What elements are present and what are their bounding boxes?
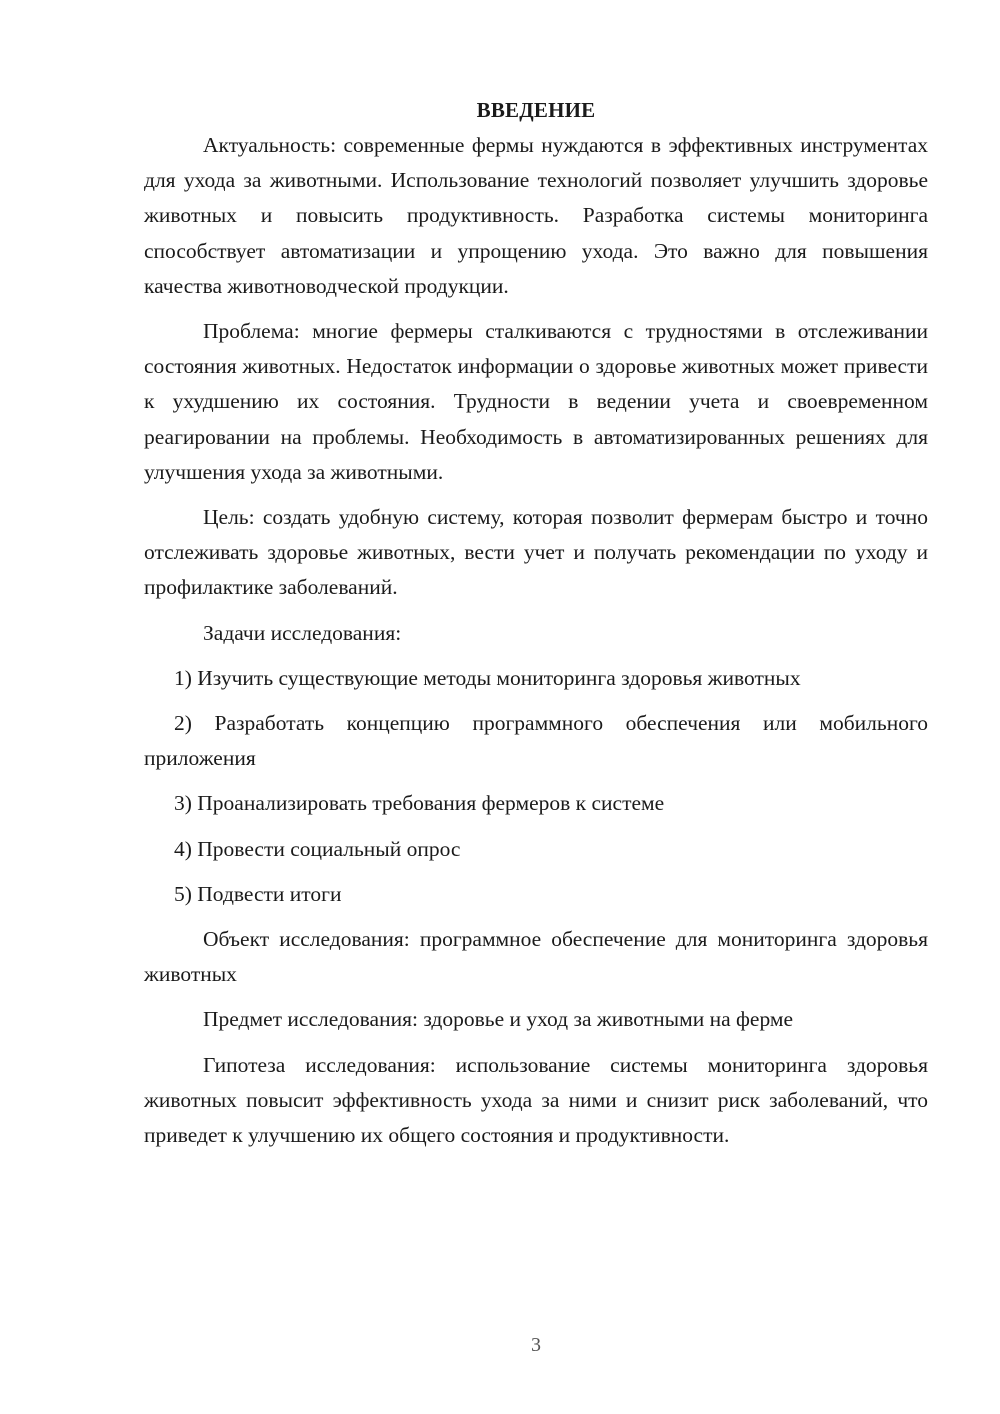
page-number: 3 (531, 1334, 541, 1356)
paragraph-problem: Проблема: многие фермеры сталкиваются с трудностями в отслеживании состояния животных. Недостаток информации о здоровье животных может привести к ухудшению их состояния. Трудности в ведении учета и своевременном реагировании на проблемы. Необходимость в автоматизированных решениях для улучшения ухода за животными. (144, 319, 928, 484)
document-page (144, 92, 928, 1163)
tasks-heading: Задачи исследования: (203, 620, 402, 645)
paragraph-relevance: Актуальность: современные фермы нуждаются в эффективных инструментах для ухода за животными. Использование технологий позволяет улучшить здоровье животных и повысить продуктивность. Разработка системы мониторинга способствует автоматизации и упрощению ухода. Это важно для повышения качества животноводческой продукции. (144, 133, 928, 298)
task-item-1: 1) Изучить существующие методы мониторинга здоровья животных (174, 665, 801, 690)
task-item-2: 2) Разработать концепцию программного обеспечения или мобильного приложения (144, 711, 928, 771)
task-item-3: 3) Проанализировать требования фермеров к системе (174, 791, 665, 816)
paragraph-object: Объект исследования: программное обеспечение для мониторинга здоровья животных (144, 927, 928, 987)
task-item-4: 4) Провести социальный опрос (174, 836, 461, 861)
task-item-5: 5) Подвести итоги (174, 881, 342, 906)
paragraph-hypothesis: Гипотеза исследования: использование системы мониторинга здоровья животных повысит эффективность ухода за ними и снизит риск заболеваний, что приведет к улучшению их общего состояния и продуктивности. (144, 1052, 928, 1148)
paragraph-goal: Цель: создать удобную систему, которая позволит фермерам быстро и точно отслеживать здоровье животных, вести учет и получать рекомендации по уходу и профилактике заболеваний. (144, 505, 928, 600)
page-title: ВВЕДЕНИЕ (476, 98, 596, 122)
paragraph-subject: Предмет исследования: здоровье и уход за животными на ферме (203, 1007, 794, 1032)
